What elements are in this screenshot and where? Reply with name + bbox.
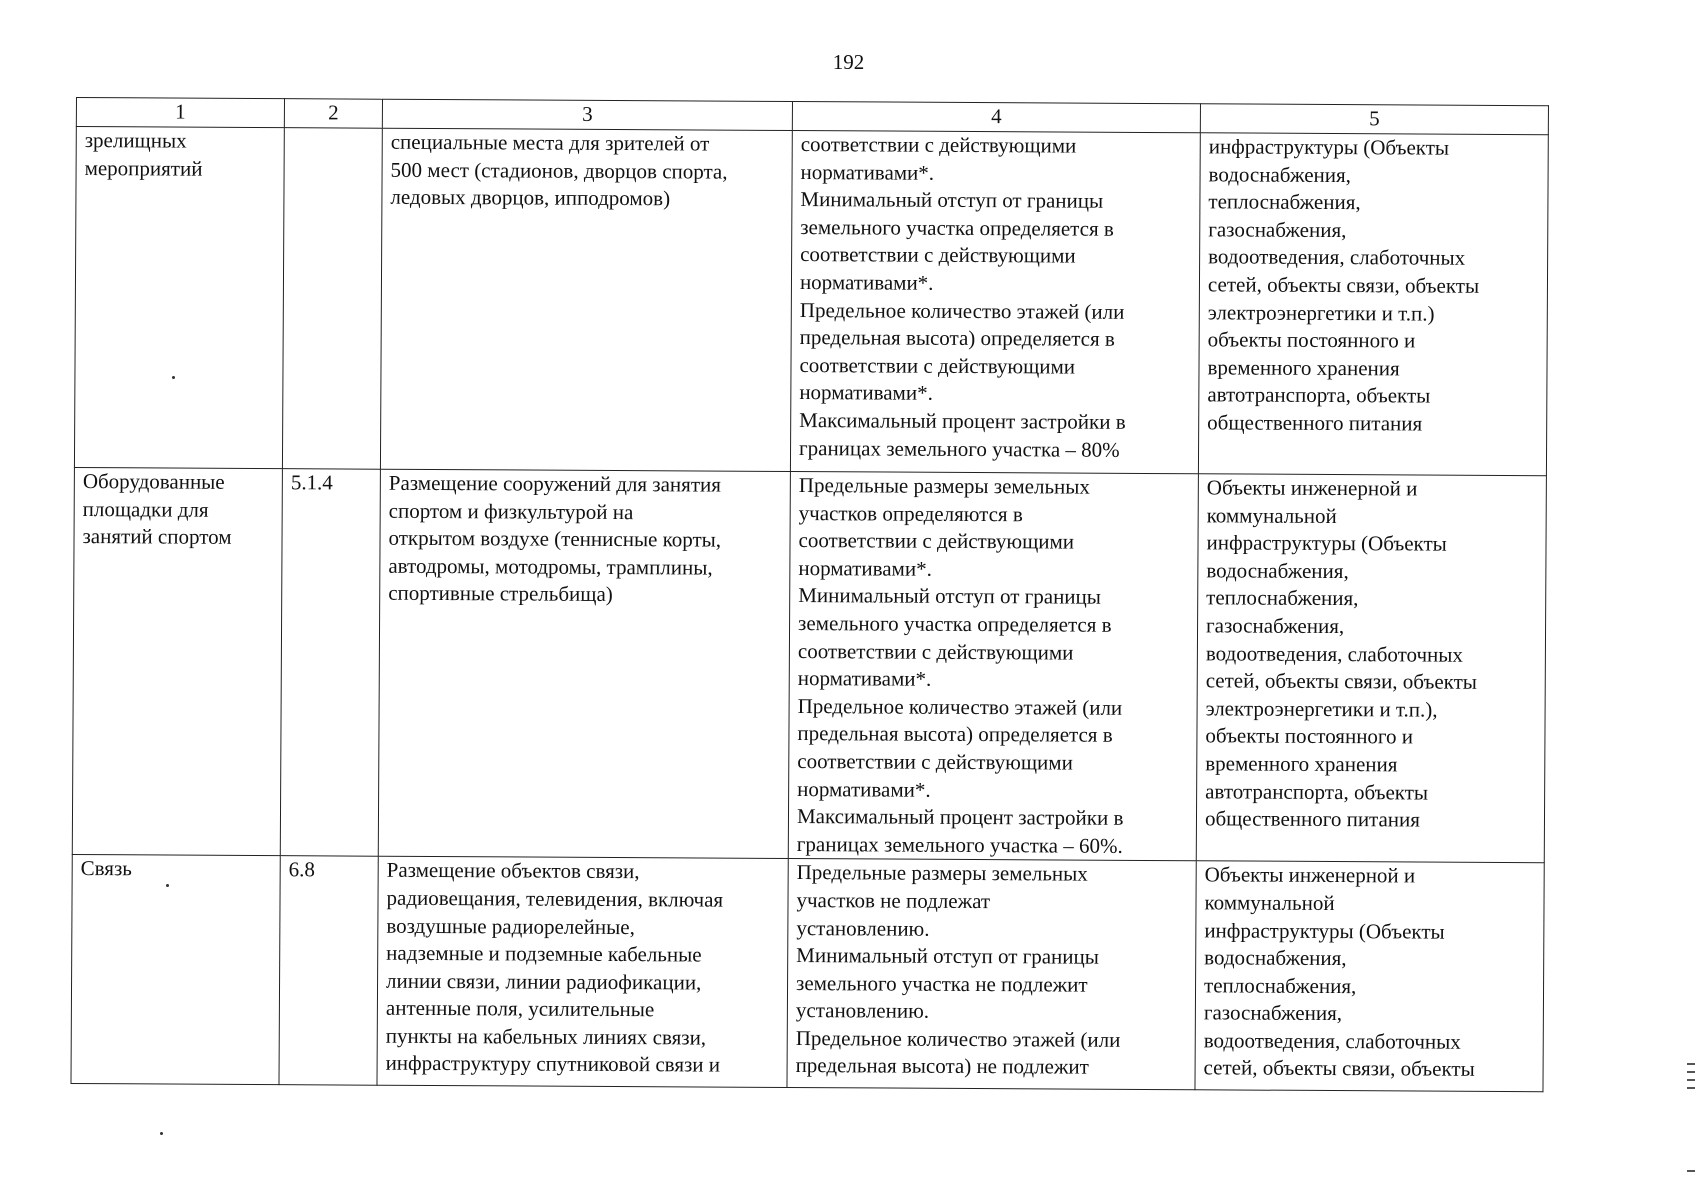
- row-description: Размещение сооружений для занятия спортом и физкультурой на открытом воздухе (теннисные корты, автодромы, мотодромы, трамплины, спортивные стрельбища): [388, 470, 722, 607]
- table-row: [72, 467, 1546, 863]
- table-row: [71, 855, 1544, 1092]
- header-cell-5: 5: [1200, 104, 1548, 135]
- header-cell-1: 1: [76, 98, 284, 128]
- row-auxiliary-cell: [1198, 133, 1548, 476]
- header-cell-4: 4: [792, 102, 1200, 133]
- row-parameters-cell: [787, 859, 1196, 1090]
- header-cell-3: 3: [382, 99, 792, 130]
- table-row: [74, 127, 1548, 476]
- edge-mark: [1687, 1063, 1695, 1065]
- regulations-table: [70, 97, 1548, 1093]
- row-auxiliary-cell: [1195, 861, 1544, 1092]
- row-code-cell: [280, 469, 380, 857]
- row-name-cell: [74, 127, 284, 469]
- row-auxiliary: Объекты инженерной и коммунальной инфраструктуры (Объекты водоснабжения, теплоснабжения, газоснабжения, водоотведения, слаботочных сетей, объекты связи, объекты: [1203, 862, 1475, 1082]
- row-name: Связь: [80, 856, 132, 881]
- row-auxiliary: инфраструктуры (Объекты водоснабжения, теплоснабжения, газоснабжения, водоотведения, слаботочных сетей, объекты связи, объекты электроэнергетики и т.п.) объекты постоянного и временного хранения автотранспорта, объекты общественного питания: [1207, 134, 1480, 436]
- row-name-cell: [72, 467, 282, 855]
- row-code-cell: [279, 856, 378, 1086]
- row-parameters-cell: [788, 471, 1198, 861]
- row-description: Размещение объектов связи, радиовещания, телевидения, включая воздушные радиорелейные, надземные и подземные кабельные линии связи, линии радиофикации, антенные поля, усилительные пункты на кабельных линиях связи, инфраструктуру спутниковой связи и: [385, 858, 724, 1078]
- row-name: Оборудованные площадки для занятий спортом: [82, 469, 232, 550]
- edge-mark: [1687, 1170, 1695, 1172]
- row-auxiliary: Объекты инженерной и коммунальной инфраструктуры (Объекты водоснабжения, теплоснабжения, газоснабжения, водоотведения, слаботочных сетей, объекты связи, объекты электроэнергетики и т.п.), объекты постоянного и временного хранения автотранспорта, объекты общественного питания: [1204, 475, 1477, 832]
- row-auxiliary-cell: [1196, 474, 1546, 863]
- scan-speck: [172, 376, 175, 379]
- edge-mark: [1687, 1087, 1695, 1089]
- row-parameters-cell: [790, 131, 1200, 474]
- row-parameters: соответствии с действующими нормативами*. Минимальный отступ от границы земельного участка определяется в соответствии с действующими нормативами*. Предельное количество этажей (или предельная высота) определяется в соответствии с действующими нормативами*. Максимальный процент застройки в границах земельного участка – 80%: [798, 132, 1126, 462]
- row-description-cell: [378, 469, 790, 859]
- row-parameters: Предельные размеры земельных участков не подлежат установлению. Минимальный отступ от границы земельного участка не подлежит установлению. Предельное количество этажей (или предельная высота) не подлежит: [795, 860, 1121, 1080]
- row-name-cell: [71, 855, 280, 1085]
- row-description: специальные места для зрителей от 500 мест (стадионов, дворцов спорта, ледовых дворцов, ипподромов): [390, 129, 728, 211]
- row-description-cell: [380, 128, 792, 471]
- edge-mark: [1687, 1071, 1695, 1073]
- row-description-cell: [377, 857, 788, 1088]
- scan-speck: [166, 884, 169, 887]
- row-code: 5.1.4: [290, 470, 333, 495]
- edge-mark: [1687, 1079, 1695, 1081]
- row-parameters: Предельные размеры земельных участков определяются в соответствии с действующими нормативами*. Минимальный отступ от границы земельного участка определяется в соответствии с действующими нормативами*. Предельное количество этажей (или предельная высота) определяется в соответствии с действующими нормативами*. Максимальный процент застройки в границах земельного участка – 60%.: [796, 473, 1124, 858]
- header-cell-2: 2: [284, 99, 382, 129]
- row-name: зрелищных мероприятий: [84, 128, 203, 181]
- row-code: 6.8: [288, 857, 316, 882]
- row-code-cell: [282, 128, 382, 470]
- page-number: 192: [832, 50, 865, 74]
- document-sheet: [70, 97, 1547, 1093]
- scan-speck: [160, 1132, 163, 1135]
